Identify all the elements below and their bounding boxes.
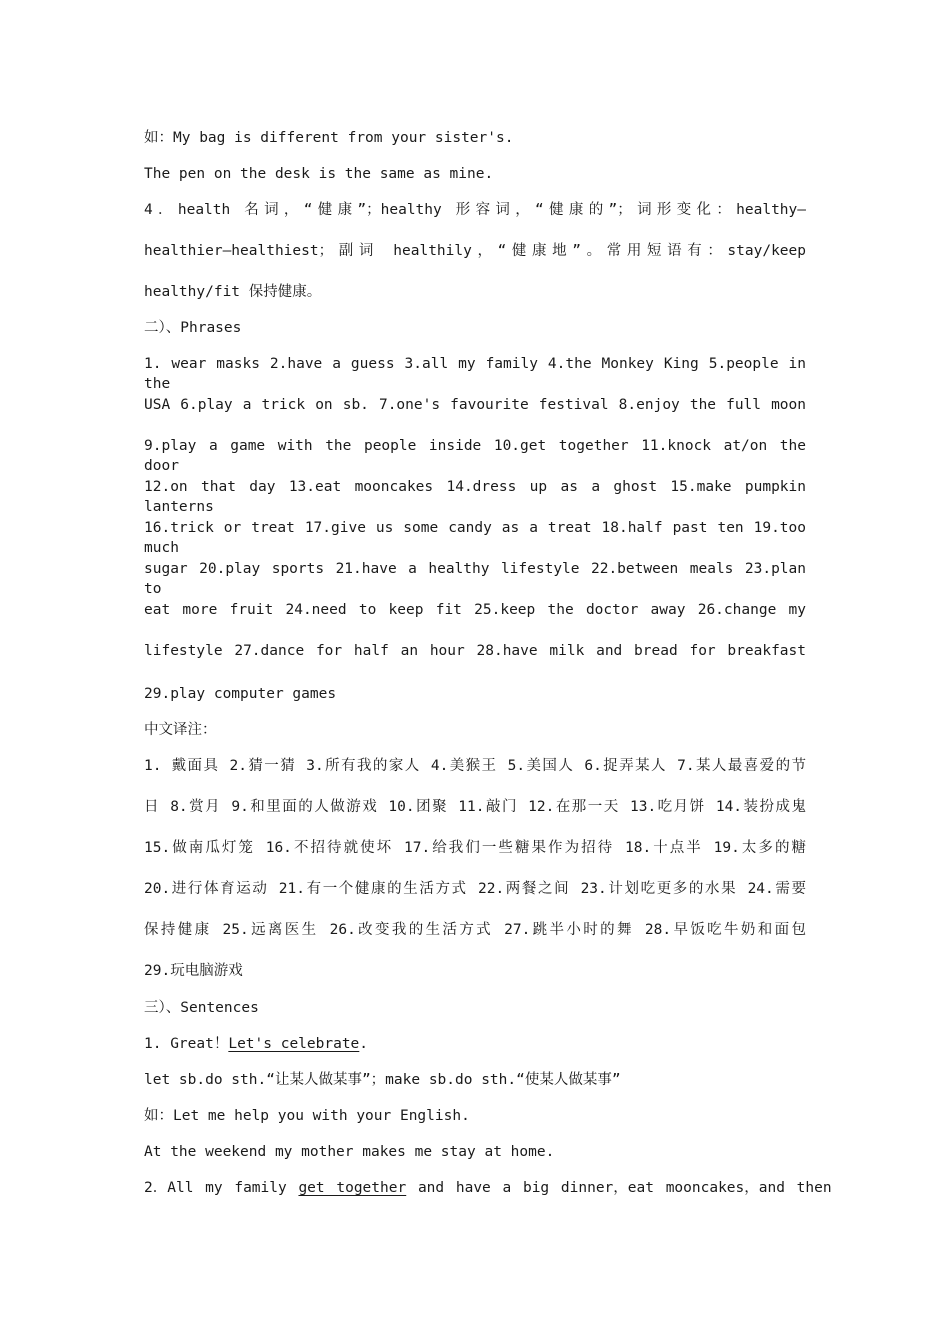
translation-heading: 中文译注： [144,722,217,738]
sentence-2-suffix: and have a big dinner，eat mooncakes，and then [406,1180,832,1196]
sentence-1-note: let sb.do sth.“让某人做某事”；make sb.do sth.“使某人做某事” [144,1072,621,1088]
sentence-1-suffix: . [359,1036,369,1052]
phrase-line: sugar 20.play sports 21.have a healthy lifestyle 22.between meals 23.plan to [144,561,806,597]
sentence-1-prefix: 1. Great！ [144,1036,229,1052]
translation-line: 1. 戴面具 2.猜一猜 3.所有我的家人 4.美猴王 5.美国人 6.捉弄某人 7.某人最喜爱的节 [144,758,806,774]
phrase-line: 12.on that day 13.eat mooncakes 14.dress up as a ghost 15.make pumpkin lanterns [144,479,806,515]
sentence-2-key-phrase: get together [298,1180,407,1196]
sentence-2 [144,1178,832,1198]
example-sentence: 如：My bag is different from your sister's. [144,130,514,146]
vocab-item-health: healthier—healthiest；副词 healthily，“健康地”。常用短语有：stay/keep [144,243,806,259]
translation-line: 29.玩电脑游戏 [144,963,243,979]
phrase-line: USA 6.play a trick on sb. 7.one's favourite festival 8.enjoy the full moon [144,397,806,413]
translation-line: 保持健康 25.远离医生 26.改变我的生活方式 27.跳半小时的舞 28.早饭吃牛奶和面包 [144,922,806,938]
vocab-item-health: 4．health 名词，“健康”；healthy 形容词，“健康的”；词形变化：healthy— [144,202,806,218]
vocab-item-health: healthy/fit 保持健康。 [144,284,322,300]
phrase-line: eat more fruit 24.need to keep fit 25.keep the doctor away 26.change my [144,602,806,618]
translation-line: 日 8.赏月 9.和里面的人做游戏 10.团聚 11.敲门 12.在那一天 13.吃月饼 14.装扮成鬼 [144,799,806,815]
phrase-line: 29.play computer games [144,686,337,702]
example-sentence: The pen on the desk is the same as mine. [144,166,494,182]
sentence-1-key-phrase: Let's celebrate [228,1036,360,1052]
example-sentence: At the weekend my mother makes me stay at home. [144,1144,555,1160]
phrase-line: 16.trick or treat 17.give us some candy as a treat 18.half past ten 19.too much [144,520,806,556]
sentence-1 [144,1034,806,1054]
phrase-line: 1. wear masks 2.have a guess 3.all my family 4.the Monkey King 5.people in the [144,356,806,392]
example-sentence: 如：Let me help you with your English. [144,1108,470,1124]
phrase-line: lifestyle 27.dance for half an hour 28.have milk and bread for breakfast [144,643,806,659]
section-heading-sentences: 三）、Sentences [144,1000,259,1016]
section-heading-phrases: 二）、Phrases [144,320,242,336]
translation-line: 20.进行体育运动 21.有一个健康的生活方式 22.两餐之间 23.计划吃更多的水果 24.需要 [144,881,806,897]
sentence-2-prefix: 2．All my family [144,1180,299,1196]
phrase-line: 9.play a game with the people inside 10.get together 11.knock at/on the door [144,438,806,474]
translation-line: 15.做南瓜灯笼 16.不招待就使坏 17.给我们一些糖果作为招待 18.十点半 19.太多的糖 [144,840,806,856]
